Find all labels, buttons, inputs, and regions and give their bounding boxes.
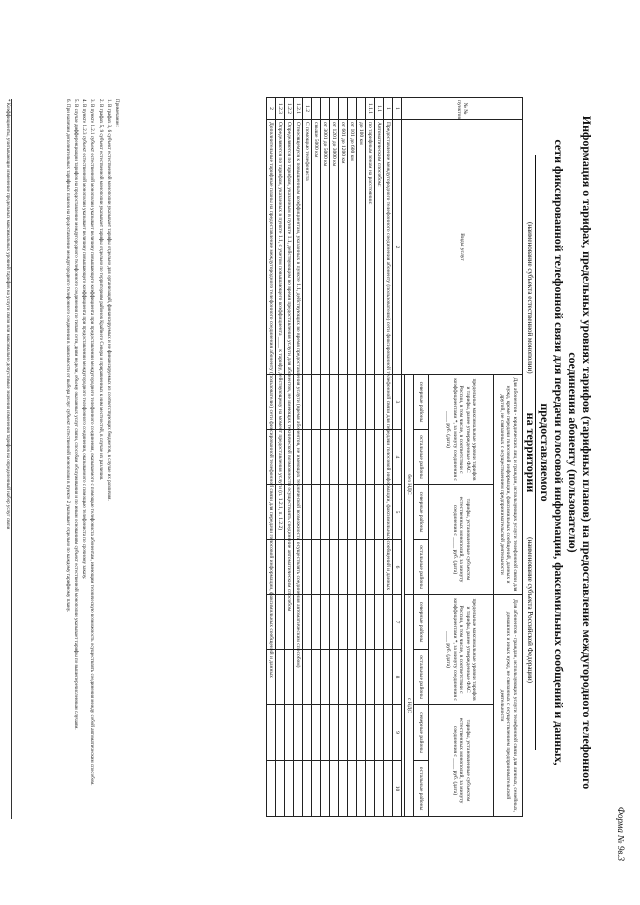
- value-cell[interactable]: [357, 761, 366, 817]
- row-number: 1.2.1: [294, 98, 303, 120]
- value-cell[interactable]: [375, 540, 384, 595]
- value-cell[interactable]: [312, 705, 321, 761]
- value-cell[interactable]: [303, 595, 312, 650]
- row-label: Относящемуся к повышенным коэффициентам, указанных в пункте 1.1, действующих во время предоставления услуги (время абонентов, не имеющих технической возможности осуществлять соединения автоматическим способом): [294, 120, 303, 375]
- value-cell[interactable]: [339, 485, 348, 540]
- row-number: 1: [384, 98, 393, 120]
- row-label: Предоставление междугородного телефонного соединения абоненту (пользователю) сети фиксированной телефонной связи для передачи голосовой информации, факсимильных сообщений и данных: [384, 120, 393, 375]
- value-cell[interactable]: [303, 650, 312, 705]
- col-number: 10: [393, 761, 402, 817]
- value-cell[interactable]: [348, 650, 357, 705]
- table-row: [312, 98, 321, 817]
- row-number: [321, 98, 330, 120]
- title-line: Информация о тарифах, предельных уровнях тарифов (тарифных планов) на предоставление междугородного телефонного соединения абоненту (пользователю): [566, 115, 594, 790]
- value-cell[interactable]: [267, 705, 276, 761]
- value-cell[interactable]: [330, 540, 339, 595]
- value-cell[interactable]: [312, 595, 321, 650]
- value-cell[interactable]: [348, 595, 357, 650]
- note-item: 4. В пункте 1.2.3 субъект естественной монополии указывает величину повышающего коэффициента при предоставлении междугородного телефонного соединения, оказываемого с помощью телефониста по срочному заказу.: [81, 99, 87, 580]
- table-row: [339, 98, 348, 817]
- subject-caption-right: (наименование субъекта Российской Федерации): [526, 537, 534, 683]
- value-cell[interactable]: [303, 375, 312, 430]
- value-cell[interactable]: [339, 540, 348, 595]
- value-cell[interactable]: [384, 595, 393, 650]
- value-cell[interactable]: [303, 761, 312, 817]
- note-item: 5. В случае дифференциации тарифов на предоставление междугородного телефонного соединения по типам сети, дням недели, объему оказанных услуг связи, способам обслуживания и по иным основаниям субъект естественной монополии указывает тарифы по вышеперечисленным случаям.: [72, 99, 78, 730]
- value-cell[interactable]: [384, 761, 393, 817]
- value-cell[interactable]: [366, 485, 375, 540]
- value-cell[interactable]: [375, 375, 384, 430]
- value-cell[interactable]: [321, 485, 330, 540]
- value-cell[interactable]: [357, 540, 366, 595]
- value-cell[interactable]: [321, 430, 330, 485]
- header-other: остальные районы: [414, 761, 429, 817]
- col-number: 2: [393, 120, 402, 375]
- value-cell[interactable]: [375, 595, 384, 650]
- header-northern: северные районы: [414, 595, 429, 650]
- value-cell[interactable]: [294, 761, 303, 817]
- row-label: от 1201 до 3000 км: [330, 120, 339, 375]
- row-label: Автоматическим способом:: [375, 120, 384, 375]
- value-cell[interactable]: [375, 705, 384, 761]
- value-cell[interactable]: [366, 430, 375, 485]
- header-group-a: Для абонентов - юридических лиц и граждан, использующих услуги телефонной связи для нужд, кроме передачи голосовой информации, факсимильных сообщений, данных и другой, не связанных с осуществлением предпринимательской деятельности: [494, 375, 523, 595]
- subject-blank-line: [535, 155, 536, 750]
- header-other: остальные районы: [414, 430, 429, 485]
- table-row: [321, 98, 330, 817]
- subject-caption-left: (наименование субъекта естественной монополии): [526, 221, 534, 374]
- table-row: [285, 98, 294, 817]
- value-cell[interactable]: [357, 705, 366, 761]
- header-sub-a2: тарифы, установленные субъектом естественных монополий, за минуту соединения с ____ руб. (дата): [429, 485, 494, 595]
- value-cell[interactable]: [276, 595, 285, 650]
- row-number: [339, 98, 348, 120]
- value-cell[interactable]: [339, 705, 348, 761]
- row-label: свыше 5000 км: [312, 120, 321, 375]
- value-cell[interactable]: [375, 650, 384, 705]
- col-number: 1: [393, 98, 402, 120]
- col-number: 6: [393, 540, 402, 595]
- value-cell[interactable]: [366, 595, 375, 650]
- row-label: С помощью телефониста: [303, 120, 312, 375]
- table-row: [294, 98, 303, 817]
- value-cell[interactable]: [348, 761, 357, 817]
- value-cell[interactable]: [285, 705, 294, 761]
- table-row: [366, 98, 375, 817]
- value-cell[interactable]: [366, 375, 375, 430]
- header-spacer: [402, 375, 405, 817]
- header-vat-incl: с НДС: [405, 595, 414, 817]
- value-cell[interactable]: [321, 375, 330, 430]
- footnote: * Коэффициенты, учитывающие изменение предельных максимальных уровней тарифов на услуги связи или максимально допустимые значения изменения тарифов на определенный набор услуг связи: [5, 99, 12, 819]
- value-cell[interactable]: [330, 705, 339, 761]
- value-cell[interactable]: [348, 485, 357, 540]
- row-number: 1.1: [375, 98, 384, 120]
- value-cell[interactable]: [330, 650, 339, 705]
- tariff-table: [266, 97, 523, 817]
- value-cell[interactable]: [321, 540, 330, 595]
- value-cell[interactable]: [339, 430, 348, 485]
- header-group-b: Для абонентов - граждан, использующих услуги телефонной связи для личных, семейных, домашних и иных нужд, не связанных с осуществлением предпринимательской деятельности: [494, 595, 523, 817]
- value-cell[interactable]: [321, 705, 330, 761]
- value-cell[interactable]: [339, 595, 348, 650]
- note-item: 1. В графах 3, 6 субъект естественной монополии указывает тарифы отдельно для организаций, финансируемых и не финансируемых из соответствующих бюджетов, в случае их различия.: [105, 99, 111, 501]
- value-cell[interactable]: [303, 705, 312, 761]
- value-cell[interactable]: [348, 375, 357, 430]
- table-row: [357, 98, 366, 817]
- value-cell[interactable]: [285, 650, 294, 705]
- value-cell[interactable]: [330, 375, 339, 430]
- col-number: 8: [393, 650, 402, 705]
- note-item: 3. В пункте 1.2.1 субъект естественной монополии указывает величину повышающего коэффициента при предоставлении междугороднего телефонного соединения, оказываемого с помощью телефониста абонентам, имеющим техническую возможность осуществлять соединения между собой автоматическим способом.: [89, 99, 95, 786]
- value-cell[interactable]: [285, 761, 294, 817]
- value-cell[interactable]: [339, 375, 348, 430]
- value-cell[interactable]: [276, 761, 285, 817]
- header-sub-a1: предельные максимальные уровни тарифов и тарифы, ранее утвержденные ФАС России, в том числе, в соответствии с коэффициентами *, за минуту соединения с ____ руб. (дата): [429, 375, 494, 485]
- table-row: [303, 98, 312, 817]
- note-item: 6. При наличии дополнительных тарифных планов на предоставление междугородного телефонного соединения в зависимости от выбора услуг субъект естественной монополии в пункте 2 указывает отдельно по каждому тарифному плану.: [64, 99, 70, 612]
- value-cell[interactable]: [348, 705, 357, 761]
- title-line: на территории: [524, 412, 538, 493]
- row-label: Определяются по тарифам, указанным в пункте 1.1, действующим во время предоставления услуги для абонентов, не имеющих технической возможности осуществлять соединение автоматическим способом: [285, 120, 294, 375]
- table-row: [384, 98, 393, 817]
- value-cell[interactable]: [312, 430, 321, 485]
- value-cell[interactable]: [384, 705, 393, 761]
- row-number: [330, 98, 339, 120]
- value-cell[interactable]: [312, 650, 321, 705]
- row-label: от 101 до 600 км: [348, 120, 357, 375]
- value-cell[interactable]: [321, 595, 330, 650]
- header-num: № № пунктов: [402, 98, 523, 120]
- value-cell[interactable]: [375, 430, 384, 485]
- value-cell[interactable]: [375, 761, 384, 817]
- notes-title: Примечание:: [114, 99, 119, 127]
- value-cell[interactable]: [366, 650, 375, 705]
- row-number: 1.2.2: [285, 98, 294, 120]
- note-item: 2. В графах 5, 9 субъект естественной монополии указывает тарифы отдельно по территориям районов Крайнего Севера и приравненных к ним местностей, в случае их различия.: [97, 99, 103, 481]
- row-number: [348, 98, 357, 120]
- col-number: 4: [393, 430, 402, 485]
- row-label: от 601 до 1200 км: [339, 120, 348, 375]
- value-cell[interactable]: [303, 540, 312, 595]
- notes-block: [63, 99, 120, 819]
- value-cell[interactable]: [303, 485, 312, 540]
- value-cell[interactable]: [276, 705, 285, 761]
- row-label: до 100 км: [357, 120, 366, 375]
- value-cell[interactable]: [276, 540, 285, 595]
- header-sub-b1: предельные максимальные уровни тарифов и тарифы, ранее утвержденные ФАС России, в том числе, в соответствии с коэффициентами *, за минуту соединения с ____ руб. (дата): [429, 595, 494, 705]
- row-number: 2: [267, 98, 276, 120]
- row-number: 1.1.1: [366, 98, 375, 120]
- value-cell[interactable]: [330, 485, 339, 540]
- row-label: от 3001 до 5000 км: [321, 120, 330, 375]
- header-sub-b2: тарифы, установленные субъектом естественных монополий, за минуту соединения с ____ руб. (дата): [429, 705, 494, 817]
- col-number: 5: [393, 485, 402, 540]
- value-cell[interactable]: [357, 595, 366, 650]
- value-cell[interactable]: [276, 650, 285, 705]
- header-northern: северные районы: [414, 705, 429, 761]
- value-cell[interactable]: [330, 761, 339, 817]
- value-cell[interactable]: [357, 375, 366, 430]
- value-cell[interactable]: [375, 485, 384, 540]
- value-cell[interactable]: [303, 430, 312, 485]
- value-cell[interactable]: [357, 430, 366, 485]
- value-cell[interactable]: [312, 540, 321, 595]
- table-row: [276, 98, 285, 817]
- value-cell[interactable]: [366, 761, 375, 817]
- value-cell[interactable]: [321, 761, 330, 817]
- row-label: Определяются по тарифам, указанных в пункте 1.1, с учетом повышающего коэффициента ____ к тарифу, действующему на момент предоставления услуги (п. 1.2.1, п. 1.2.2): [276, 120, 285, 375]
- value-cell[interactable]: [348, 540, 357, 595]
- row-number: 1.2: [303, 98, 312, 120]
- row-number: [312, 98, 321, 120]
- col-number: 3: [393, 375, 402, 430]
- header-other: остальные районы: [414, 650, 429, 705]
- form-number: Форма № 9в.3: [616, 806, 626, 861]
- value-cell[interactable]: [348, 430, 357, 485]
- value-cell[interactable]: [294, 705, 303, 761]
- value-cell[interactable]: [366, 540, 375, 595]
- header-services: Виды услуг: [402, 120, 523, 375]
- value-cell[interactable]: [321, 650, 330, 705]
- table-row: [348, 98, 357, 817]
- title-line: сети фиксированной телефонной связи для передачи голосовой информации, факсимильных сообщений и данных, предоставляемого: [538, 139, 566, 766]
- table-row: [267, 98, 276, 817]
- row-number: [357, 98, 366, 120]
- subject-caption: [526, 155, 534, 750]
- header-northern: северные районы: [414, 375, 429, 430]
- value-cell[interactable]: [384, 650, 393, 705]
- value-cell[interactable]: [312, 375, 321, 430]
- row-number: 1.2.3: [276, 98, 285, 120]
- value-cell[interactable]: [330, 430, 339, 485]
- table-row: [375, 98, 384, 817]
- row-label: по тарифным зонам на расстоянии:: [366, 120, 375, 375]
- col-number: 9: [393, 705, 402, 761]
- value-cell[interactable]: [267, 761, 276, 817]
- header-northern: северные районы: [414, 485, 429, 540]
- value-cell[interactable]: [366, 705, 375, 761]
- header-other: остальные районы: [414, 540, 429, 595]
- row-label: Дополнительные тарифные планы на предоставление междугородного телефонного соединения абоненту (пользователю) сети фиксированной телефонной связи для передачи голосовой информации, факсимильных сообщений и данных: [267, 120, 276, 375]
- col-number: 7: [393, 595, 402, 650]
- value-cell[interactable]: [312, 761, 321, 817]
- value-cell[interactable]: [357, 650, 366, 705]
- value-cell[interactable]: [330, 595, 339, 650]
- value-cell[interactable]: [339, 650, 348, 705]
- header-vat-excl: без НДС: [405, 375, 414, 595]
- table-row: [330, 98, 339, 817]
- value-cell[interactable]: [312, 485, 321, 540]
- value-cell[interactable]: [357, 485, 366, 540]
- value-cell[interactable]: [339, 761, 348, 817]
- table-body: [267, 98, 393, 817]
